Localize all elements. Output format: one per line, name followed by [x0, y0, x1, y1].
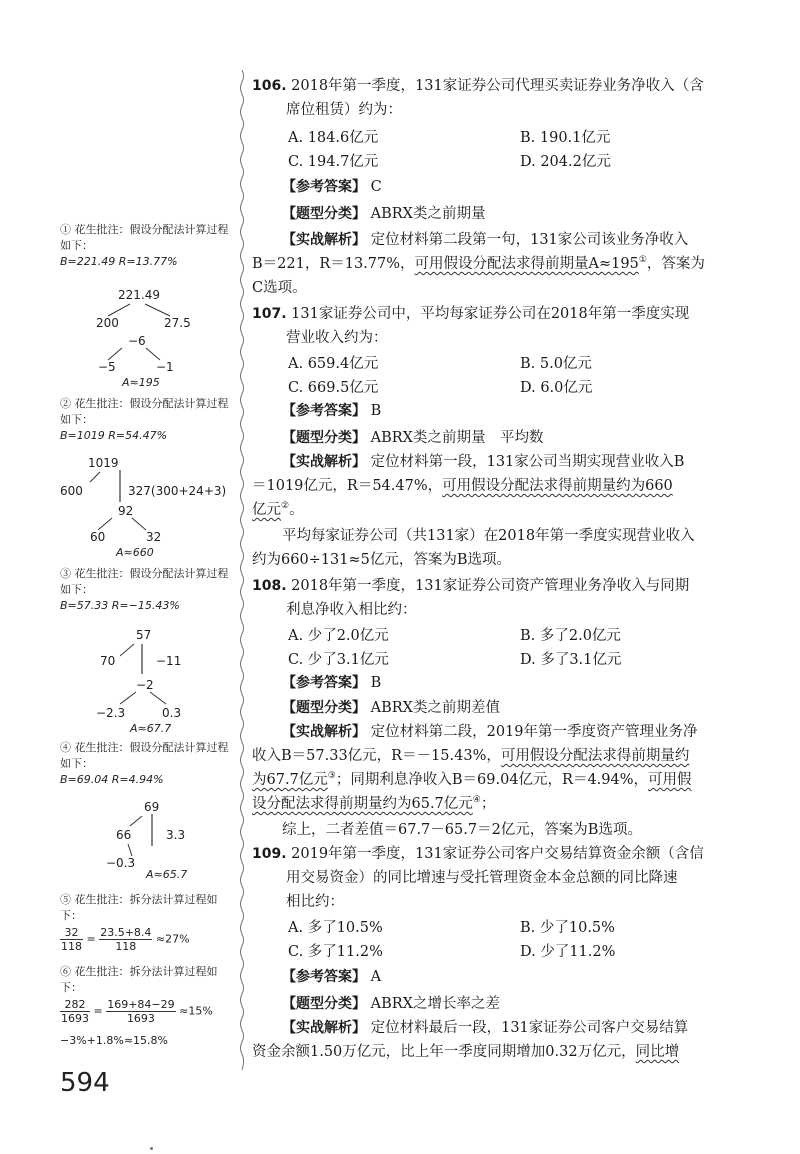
answer-row [282, 400, 381, 420]
answer-row [282, 176, 382, 196]
analysis-line [252, 768, 692, 789]
margin-note-6 [60, 964, 238, 996]
tree-result: A≈195 [122, 376, 160, 389]
option-d: D. 少了11.2% [520, 944, 616, 960]
note-heading: ⑥ 花生批注：拆分法计算过程如下： [60, 965, 218, 994]
analysis-emphasis: 为67.7亿元 [252, 772, 328, 788]
option-c: C. 少了3.1亿元 [288, 652, 389, 668]
option-a: A. 659.4亿元 [288, 356, 379, 372]
answer-row [282, 672, 381, 692]
type-value: ABRX类之前期量 [370, 206, 486, 222]
analysis-row [282, 1016, 688, 1037]
analysis-emphasis: 可用假设分配法求得前期量A≈195 [414, 256, 639, 272]
tree-node: −1 [156, 360, 174, 374]
note-heading: ② 花生批注：假设分配法计算过程如下： [60, 397, 229, 426]
option-b: B. 多了2.0亿元 [520, 628, 621, 644]
analysis-emphasis: 设分配法求得前期量约为65.7亿元 [252, 796, 473, 812]
frac-numerator: 32 [60, 926, 83, 940]
analysis-text: 定位材料最后一段，131家证券公司客户交易结算 [370, 1020, 689, 1036]
analysis-text: 定位材料第二段，2019年第一季度资产管理业务净 [370, 724, 698, 740]
tree-result: A≈67.7 [130, 722, 172, 735]
calc-tree-4 [60, 800, 238, 880]
note-heading: ⑤ 花生批注：拆分法计算过程如下： [60, 893, 218, 922]
analysis-line [252, 744, 689, 765]
option-d: D. 204.2亿元 [520, 154, 611, 170]
option-c: C. 669.5亿元 [288, 380, 379, 396]
tree-node: 92 [118, 504, 134, 518]
analysis-line [252, 252, 705, 273]
margin-note-4 [60, 740, 238, 788]
margin-note-5 [60, 892, 238, 924]
tree-node: 3.3 [166, 828, 186, 842]
calc-fraction-5: $\frac{32}{118}$ = $\frac{23.5+8.4}{118}$ ≈27% [61, 926, 190, 953]
note-ref: ③ [327, 771, 336, 782]
note-formula: B=69.04 R=4.94% [60, 773, 164, 786]
option-d: D. 多了3.1亿元 [520, 652, 622, 668]
frac-numerator: 282 [60, 998, 90, 1012]
type-value: ABRX类之前期差值 [370, 700, 500, 716]
answer-value: A [370, 969, 382, 985]
question-number: 109. [252, 846, 287, 862]
scan-speck [150, 1147, 153, 1150]
question-108-stem [252, 574, 689, 595]
answer-label: 【参考答案】 [282, 179, 366, 195]
analysis-line: 约为660÷131≈5亿元，答案为B选项。 [252, 552, 512, 568]
frac-denominator: 1693 [126, 1012, 155, 1025]
analysis-line: 综上，二者差值＝67.7－65.7＝2亿元，答案为B选项。 [282, 822, 642, 838]
option-b: B. 190.1亿元 [520, 130, 611, 146]
analysis-line: C选项。 [252, 280, 307, 296]
stem-line: 营业收入约为： [286, 330, 388, 346]
analysis-emphasis: 可用假 [648, 772, 692, 788]
frac-denominator: 1693 [61, 1012, 89, 1025]
question-number: 107. [252, 306, 287, 322]
tree-node: −2.3 [96, 706, 126, 720]
frac-denominator: 118 [115, 940, 137, 953]
tree-node: −5 [98, 360, 116, 374]
analysis-text: 。 [289, 502, 304, 518]
tree-node: 66 [116, 828, 132, 842]
type-row [282, 426, 543, 447]
tree-result: A≈660 [116, 546, 154, 559]
calc-tree-3 [60, 628, 238, 738]
analysis-emphasis: 同比增 [635, 1044, 680, 1060]
analysis-label: 【实战解析】 [282, 232, 366, 248]
tree-node: 60 [90, 530, 106, 544]
analysis-label: 【实战解析】 [282, 1020, 366, 1036]
answer-value: B [370, 675, 382, 691]
analysis-text: ； [480, 796, 496, 812]
analysis-line [252, 498, 304, 519]
analysis-label: 【实战解析】 [282, 724, 366, 740]
note-formula: B=1019 R=54.47% [60, 429, 168, 442]
type-label: 【题型分类】 [282, 996, 366, 1012]
option-b: B. 5.0亿元 [520, 356, 592, 372]
question-number: 108. [252, 578, 287, 594]
type-label: 【题型分类】 [282, 206, 366, 222]
tree-node: 600 [60, 484, 83, 498]
tree-result: A≈65.7 [146, 868, 188, 881]
answer-row [282, 966, 381, 986]
option-b: B. 少了10.5% [520, 920, 615, 936]
answer-value: C [370, 179, 382, 195]
frac-result: ≈27% [155, 932, 190, 946]
type-value: ABRX之增长率之差 [370, 996, 500, 1012]
question-109-stem [252, 842, 704, 863]
note-ref: ① [638, 255, 647, 266]
note-ref: ② [281, 501, 290, 512]
analysis-text: 收入B＝57.33亿元，R＝－15.43%， [252, 748, 501, 764]
tree-node: −11 [156, 654, 182, 668]
tree-node: 27.5 [164, 316, 191, 330]
frac-result: ≈15% [179, 1004, 213, 1018]
frac-numerator: 23.5+8.4 [100, 926, 152, 939]
question-106-stem [252, 74, 704, 95]
analysis-text: 资金余额1.50万亿元，比上年一季度同期增加0.32万亿元， [252, 1044, 636, 1060]
analysis-emphasis: 可用假设分配法求得前期量约 [500, 748, 690, 764]
note-formula: B=57.33 R=−15.43% [60, 599, 180, 612]
analysis-row [282, 228, 688, 249]
answer-label: 【参考答案】 [282, 675, 366, 691]
note-ref: ④ [472, 795, 481, 806]
answer-label: 【参考答案】 [282, 403, 366, 419]
type-label: 【题型分类】 [282, 430, 366, 446]
tree-node: 221.49 [118, 288, 160, 302]
analysis-text: ；同期利息净收入B＝69.04亿元，R＝4.94%， [335, 772, 649, 788]
tree-node: 0.3 [162, 706, 182, 720]
type-row [282, 696, 500, 717]
frac-tail: −3%+1.8%≈15.8% [60, 1034, 168, 1047]
analysis-line [252, 792, 495, 813]
calc-tree-1 [60, 288, 238, 388]
tree-node: −6 [128, 334, 146, 348]
option-a: A. 多了10.5% [288, 920, 383, 936]
analysis-line [252, 474, 673, 495]
margin-note-3 [60, 566, 238, 614]
tree-node: 1019 [88, 456, 119, 470]
stem-line: 2018年第一季度，131家证券公司资产管理业务净收入与同期 [291, 578, 690, 594]
analysis-text: 定位材料第二段第一句，131家公司该业务净收入 [370, 232, 689, 248]
stem-line: 用交易资金）的同比增速与受托管理资金本金总额的同比降速 [286, 870, 678, 886]
tree-lines [60, 288, 238, 388]
tree-node: 70 [100, 654, 116, 668]
tree-node: 32 [146, 530, 162, 544]
tree-node: 57 [136, 628, 152, 642]
question-107-stem [252, 302, 689, 323]
analysis-emphasis: 亿元 [252, 502, 281, 518]
option-c: C. 194.7亿元 [288, 154, 379, 170]
question-number: 106. [252, 78, 287, 94]
analysis-emphasis: 可用假设分配法求得前期量约为660 [442, 478, 673, 494]
analysis-label: 【实战解析】 [282, 454, 366, 470]
analysis-row [282, 450, 684, 471]
analysis-line [252, 1040, 679, 1061]
option-a: A. 184.6亿元 [288, 130, 379, 146]
note-heading: ④ 花生批注：假设分配法计算过程如下： [60, 741, 229, 770]
stem-line: 利息净收入相比约： [286, 602, 417, 618]
frac-denominator: 118 [61, 940, 82, 953]
analysis-text: B＝221，R＝13.77%， [252, 256, 415, 272]
analysis-text: 定位材料第一段，131家公司当期实现营业收入B [370, 454, 685, 470]
frac-numerator: 169+84−29 [107, 998, 175, 1011]
tree-node: 69 [144, 800, 160, 814]
answer-label: 【参考答案】 [282, 969, 366, 985]
stem-line: 席位租赁）约为： [286, 102, 402, 118]
answer-value: B [370, 403, 382, 419]
calc-tree-2 [60, 456, 238, 559]
type-row [282, 992, 500, 1013]
stem-line: 2018年第一季度，131家证券公司代理买卖证券业务净收入（含 [291, 78, 704, 94]
margin-divider [238, 70, 246, 1070]
note-heading: ③ 花生批注：假设分配法计算过程如下： [60, 567, 229, 596]
analysis-text: ＝1019亿元，R＝54.47%， [252, 478, 443, 494]
tree-node: −0.3 [106, 856, 136, 870]
calc-tail-6 [60, 1034, 238, 1047]
note-formula: B=221.49 R=13.77% [60, 255, 178, 268]
margin-note-2 [60, 396, 238, 444]
page-number: 594 [60, 1068, 110, 1098]
margin-note-1 [60, 222, 238, 270]
calc-fraction-6: $\frac{282}{1693}$ = $\frac{169+84-29}{1693}$ ≈15% [61, 998, 213, 1025]
option-c: C. 多了11.2% [288, 944, 383, 960]
option-a: A. 少了2.0亿元 [288, 628, 389, 644]
type-label: 【题型分类】 [282, 700, 366, 716]
stem-line: 相比约： [286, 894, 344, 910]
option-d: D. 6.0亿元 [520, 380, 593, 396]
analysis-line: 平均每家证券公司（共131家）在2018年第一季度实现营业收入 [282, 528, 695, 544]
note-heading: ① 花生批注：假设分配法计算过程如下： [60, 223, 229, 252]
analysis-text: ，答案为 [646, 256, 705, 272]
type-value: ABRX类之前期量 平均数 [370, 430, 544, 446]
stem-line: 2019年第一季度，131家证券公司客户交易结算资金余额（含信 [291, 846, 704, 862]
tree-node: 200 [96, 316, 119, 330]
tree-node: −2 [136, 678, 154, 692]
analysis-row [282, 720, 698, 741]
stem-line: 131家证券公司中，平均每家证券公司在2018年第一季度实现 [291, 306, 690, 322]
type-row [282, 202, 485, 223]
tree-node: 327(300+24+3) [128, 484, 227, 498]
